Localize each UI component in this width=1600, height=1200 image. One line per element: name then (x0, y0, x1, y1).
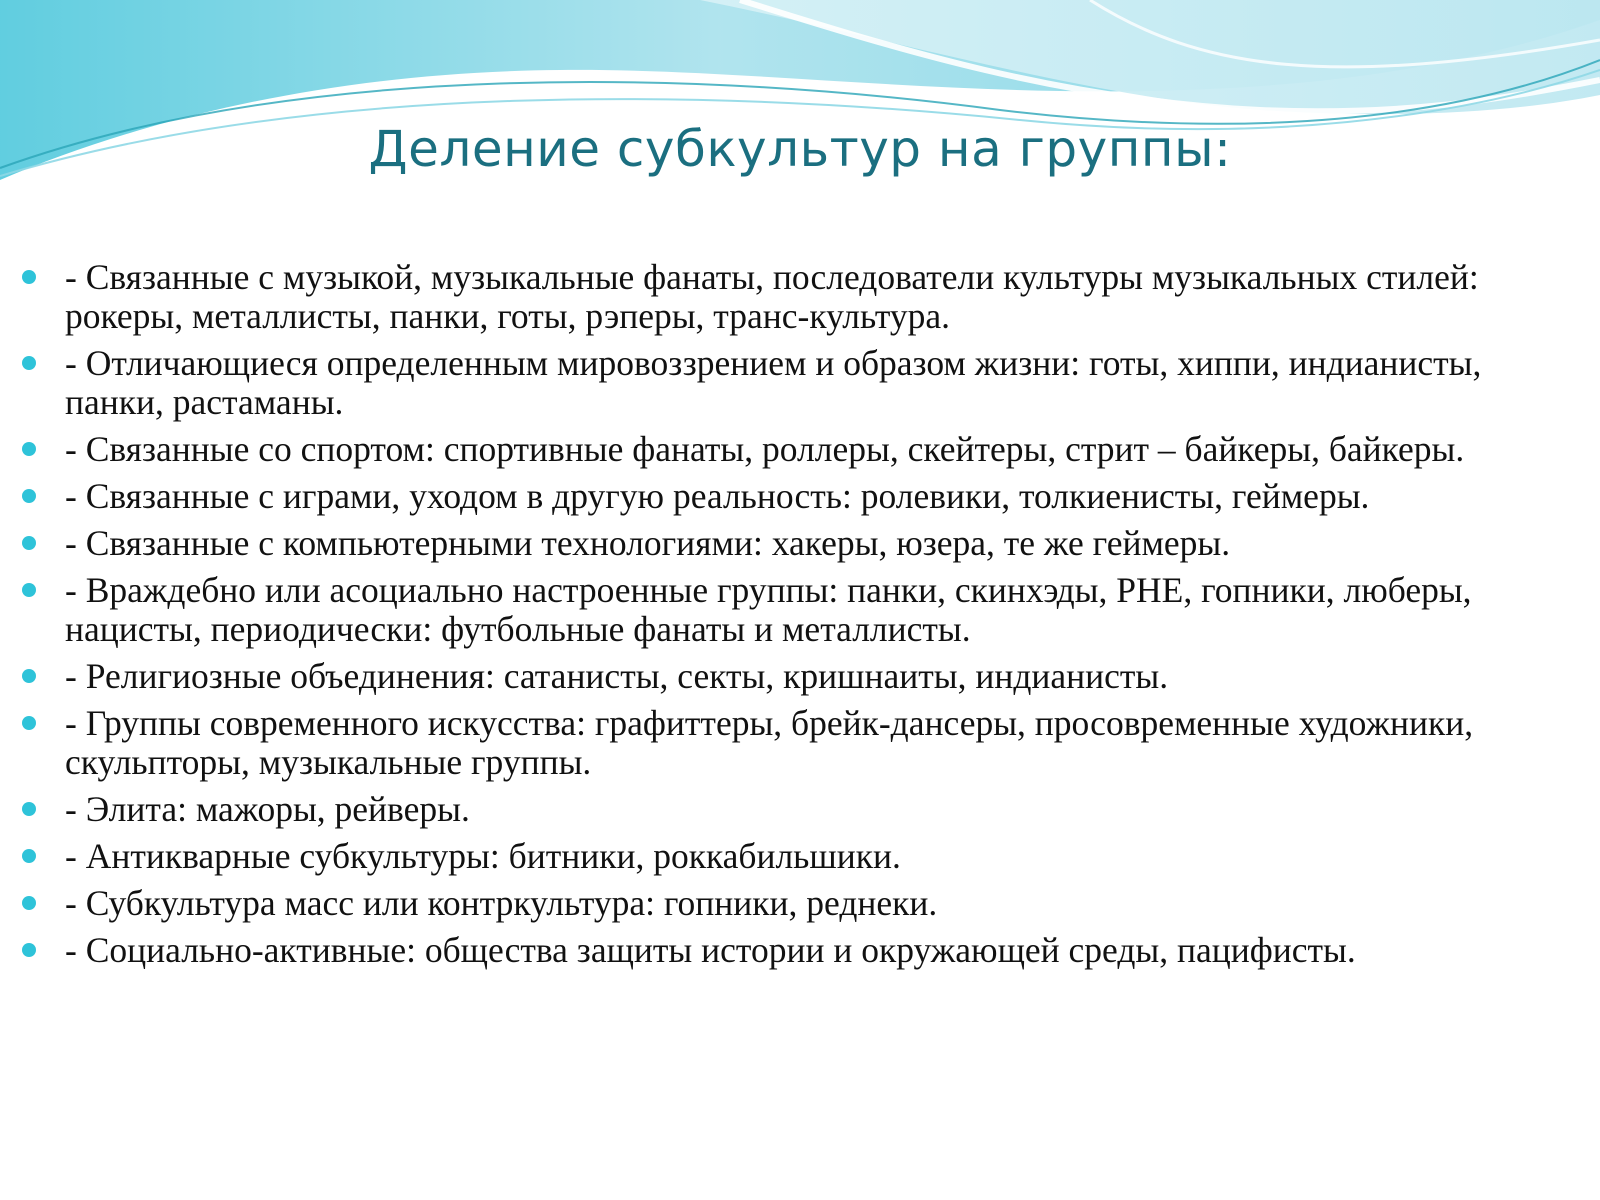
list-item (0, 477, 1600, 516)
bullet-icon (22, 802, 36, 816)
list-item (0, 657, 1600, 696)
list-item (0, 704, 1600, 782)
list-item (0, 837, 1600, 876)
bullet-icon (22, 716, 36, 730)
bullet-icon (22, 270, 36, 284)
bullet-icon (22, 536, 36, 550)
slide-title: Деление субкультур на группы: (368, 120, 1232, 178)
list-item (0, 931, 1600, 970)
list-item (0, 884, 1600, 923)
list-item-text: - Связанные с компьютерными технологиями: хакеры, юзера, те же геймеры. (65, 523, 1231, 563)
list-item-text: - Враждебно или асоциально настроенные группы: панки, скинхэды, РНЕ, гопники, люберы, нацисты, периодически: футбольные фанаты и металлисты. (65, 570, 1472, 649)
bullet-icon (22, 442, 36, 456)
list-item (0, 524, 1600, 563)
list-item-text: - Субкультура масс или контркультура: гопники, реднеки. (65, 883, 938, 923)
list-item-text: - Религиозные объединения: сатанисты, секты, кришнаиты, индианисты. (65, 656, 1169, 696)
bullet-list (0, 258, 1600, 978)
bullet-icon (22, 849, 36, 863)
list-item-text: - Элита: мажоры, рейверы. (65, 789, 470, 829)
list-item-text: - Связанные со спортом: спортивные фанаты, роллеры, скейтеры, стрит – байкеры, байкеры. (65, 429, 1465, 469)
bullet-icon (22, 669, 36, 683)
bullet-icon (22, 356, 36, 370)
list-item-text: - Отличающиеся определенным мировоззрением и образом жизни: готы, хиппи, индианисты, панки, растаманы. (65, 343, 1482, 422)
list-item-text: - Связанные с играми, уходом в другую реальность: ролевики, толкиенисты, геймеры. (65, 476, 1370, 516)
bullet-icon (22, 896, 36, 910)
list-item-text: - Группы современного искусства: графиттеры, брейк-дансеры, просовременные художники, скульпторы, музыкальные группы. (65, 703, 1474, 782)
list-item (0, 571, 1600, 649)
list-item (0, 258, 1600, 336)
list-item (0, 790, 1600, 829)
bullet-icon (22, 943, 36, 957)
list-item-text: - Связанные с музыкой, музыкальные фанаты, последователи культуры музыкальных стилей: рокеры, металлисты, панки, готы, рэперы, транс-культура. (65, 257, 1479, 336)
bullet-icon (22, 583, 36, 597)
bullet-icon (22, 489, 36, 503)
list-item-text: - Антикварные субкультуры: битники, роккабильшики. (65, 836, 901, 876)
list-item-text: - Социально-активные: общества защиты истории и окружающей среды, пацифисты. (65, 930, 1356, 970)
list-item (0, 430, 1600, 469)
list-item (0, 344, 1600, 422)
